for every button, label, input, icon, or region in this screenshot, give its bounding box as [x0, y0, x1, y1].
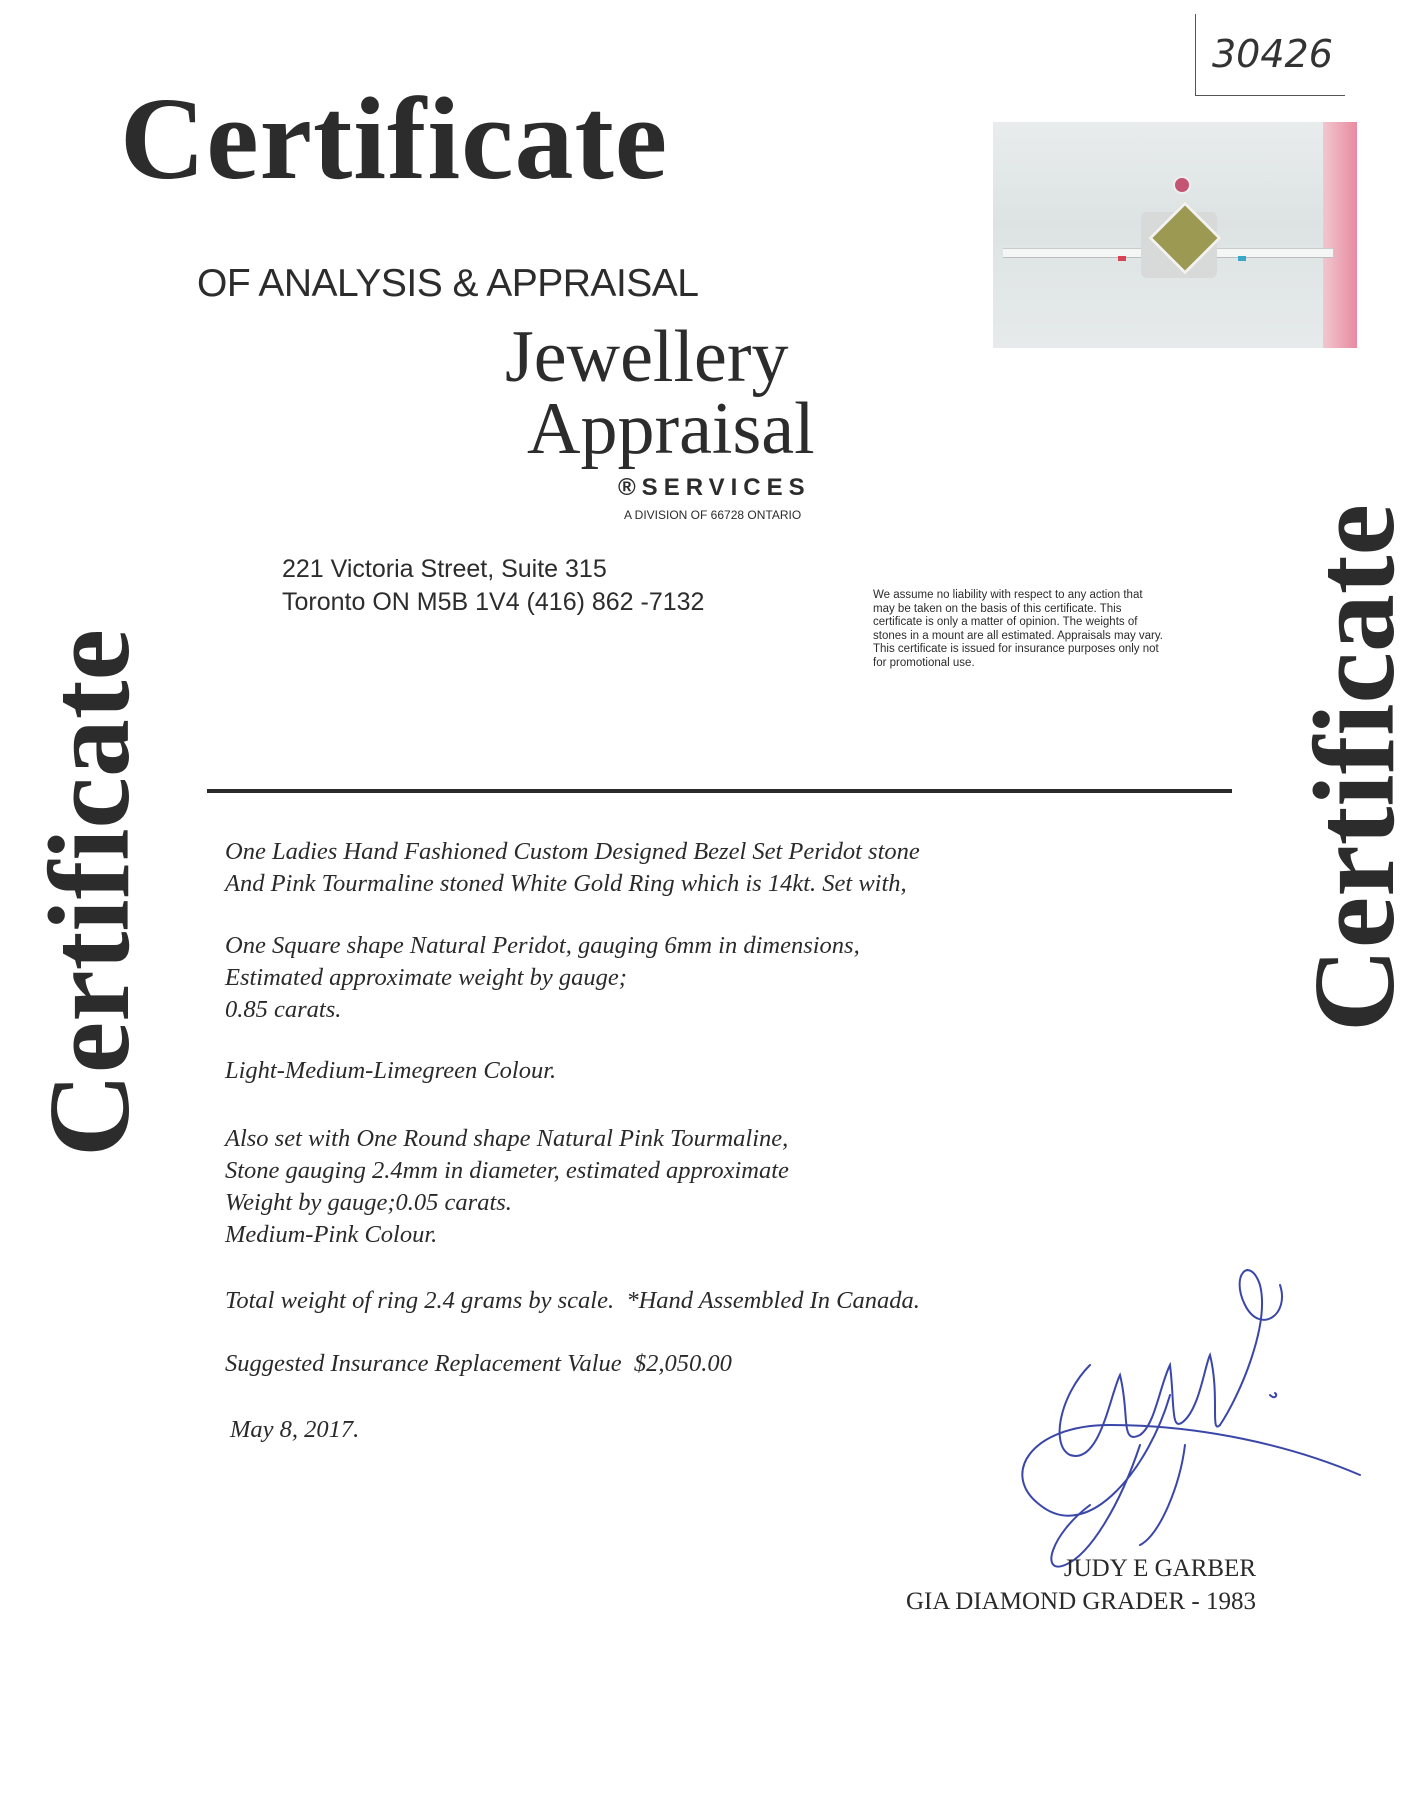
- brand-name-line2: Appraisal: [527, 388, 815, 470]
- signature: [970, 1245, 1370, 1585]
- ring-box-lining: [1323, 122, 1357, 348]
- description-line: Medium-Pink Colour.: [225, 1221, 438, 1248]
- company-address: [282, 553, 704, 619]
- signatory-name: JUDY E GARBER: [1063, 1555, 1256, 1582]
- description-line: Estimated approximate weight by gauge;: [225, 964, 627, 991]
- signatory-title: GIA DIAMOND GRADER - 1983: [906, 1588, 1256, 1615]
- brand-name-line1: Jewellery: [505, 316, 789, 398]
- side-certificate-left: Certificate: [26, 628, 154, 1158]
- accent-stone-right: [1238, 256, 1246, 261]
- liability-disclaimer: We assume no liability with respect to any action that may be taken on the basis of this certificate. This certificate is only a matter of opinion. The weights of stones in a mount are all estimated. Appraisals may vary. This certificate is issued for insurance purposes only not for promotional use.: [873, 589, 1163, 669]
- description-line: Weight by gauge;0.05 carats.: [225, 1189, 512, 1216]
- description-line: 0.85 carats.: [225, 996, 342, 1023]
- replacement-value: Suggested Insurance Replacement Value $2,050.00: [225, 1350, 732, 1377]
- certificate-date: May 8, 2017.: [230, 1416, 360, 1443]
- ring-photo: [993, 122, 1357, 348]
- side-certificate-right: Certificate: [1291, 503, 1419, 1033]
- description-line: Light-Medium-Limegreen Colour.: [225, 1057, 557, 1084]
- certificate-title: Certificate: [120, 73, 669, 204]
- description-line: Also set with One Round shape Natural Pink Tourmaline,: [225, 1125, 789, 1152]
- description-line: And Pink Tourmaline stoned White Gold Ring which is 14kt. Set with,: [225, 870, 907, 897]
- address-line2: Toronto ON M5B 1V4 (416) 862 -7132: [282, 588, 705, 616]
- description-line: One Square shape Natural Peridot, gauging 6mm in dimensions,: [225, 932, 860, 959]
- brand-division: A DIVISION OF 66728 ONTARIO: [624, 508, 802, 522]
- reference-number: 30426: [1195, 14, 1345, 96]
- description-line: Stone gauging 2.4mm in diameter, estimated approximate: [225, 1157, 789, 1184]
- description-line: Total weight of ring 2.4 grams by scale. *Hand Assembled In Canada.: [225, 1287, 920, 1314]
- divider-rule: [207, 789, 1232, 793]
- brand-services: ®SERVICES: [618, 474, 811, 501]
- accent-stone-left: [1118, 256, 1126, 261]
- tourmaline-stone: [1173, 176, 1191, 194]
- address-line1: 221 Victoria Street, Suite 315: [282, 555, 607, 583]
- certificate-subtitle: OF ANALYSIS & APPRAISAL: [197, 262, 699, 305]
- description-line: One Ladies Hand Fashioned Custom Designed Bezel Set Peridot stone: [225, 838, 920, 865]
